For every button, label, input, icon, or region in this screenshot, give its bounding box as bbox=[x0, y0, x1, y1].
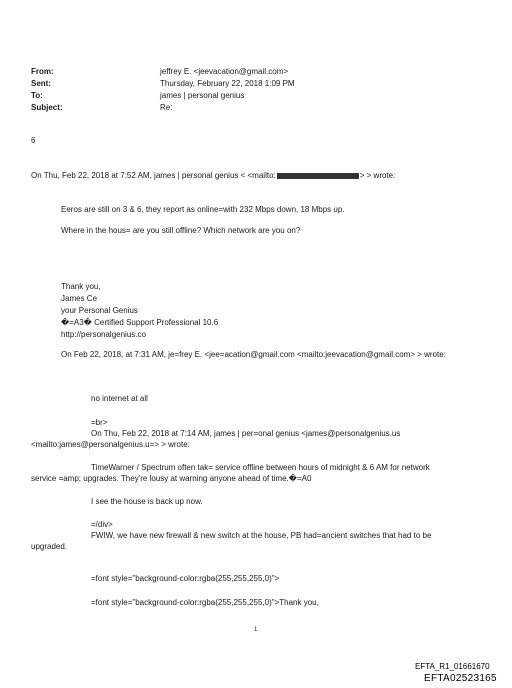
from-label: From: bbox=[31, 67, 54, 76]
signature-thanks: Thank you, bbox=[61, 282, 101, 291]
signature-company: your Personal Genius bbox=[61, 306, 138, 315]
signature-cert: �=A3� Certified Support Professional 10.6 bbox=[61, 318, 219, 327]
signature-url: http://personalgenius.co bbox=[61, 330, 146, 339]
sent-value: Thursday, February 22, 2018 1:09 PM bbox=[160, 79, 295, 88]
page-number: 1 bbox=[254, 627, 258, 633]
quote-header-2: On Feb 22, 2018, at 7:31 AM, je=frey E. <jee=acation@gmail.com <mailto:jeevacation@gmail.com> > wrote: bbox=[61, 350, 446, 359]
no-internet-line: no internet at all bbox=[91, 394, 148, 403]
quote-header-3-line2: <mailto:james@personalgenius.u=> > wrote: bbox=[31, 440, 190, 449]
sent-label: Sent: bbox=[31, 79, 51, 88]
fwiw-line1: FWIW, we have new firewall & new switch at the house, PB had=ancient switches that had to be bbox=[91, 531, 432, 540]
fwiw-line2: upgraded. bbox=[31, 542, 68, 551]
eeros-line: Eeros are still on 3 & 6, they report as online=with 232 Mbps down, 18 Mbps up. bbox=[61, 205, 345, 214]
signature-name: James Ce bbox=[61, 294, 98, 303]
subject-label: Subject: bbox=[31, 103, 63, 112]
quote-header-1-suffix: > > wrote: bbox=[359, 171, 396, 180]
div-line: =/div> bbox=[91, 520, 113, 529]
to-label: To: bbox=[31, 91, 43, 100]
to-value: james | personal genius bbox=[160, 91, 245, 100]
see-house-line: I see the house is back up now. bbox=[91, 497, 203, 506]
quote-header-1-prefix: On Thu, Feb 22, 2018 at 7:52 AM, james | personal genius < <mailto: bbox=[31, 171, 276, 180]
br-line: =br> bbox=[91, 418, 108, 427]
from-value: jeffrey E. <jeevacation@gmail.com> bbox=[160, 67, 289, 76]
quote-header-1 bbox=[31, 171, 395, 181]
body-line-6: 6 bbox=[31, 136, 36, 145]
redaction-bar bbox=[277, 173, 359, 179]
font-style-line1: =font style="background-color:rgba(255,255,255,0)"> bbox=[91, 574, 280, 583]
subject-value: Re: bbox=[160, 103, 173, 112]
timewarner-line1: TimeWarner / Spectrum often tak= service offline between hours of midnight & 6 AM for network bbox=[91, 463, 430, 472]
timewarner-line2: service =amp; upgrades. They're lousy at warning anyone ahead of time.�=A0 bbox=[31, 474, 312, 483]
font-style-line2: =font style="background-color:rgba(255,255,255,0)">Thank you, bbox=[91, 598, 319, 607]
bates-number: EFTA02523165 bbox=[424, 673, 497, 684]
document-id: EFTA_R1_01661670 bbox=[415, 662, 490, 671]
where-line: Where in the hous= are you still offline? Which network are you on? bbox=[61, 226, 301, 235]
quote-header-3-line1: On Thu, Feb 22, 2018 at 7:14 AM, james | per=onal genius <james@personalgenius.us bbox=[91, 429, 401, 438]
